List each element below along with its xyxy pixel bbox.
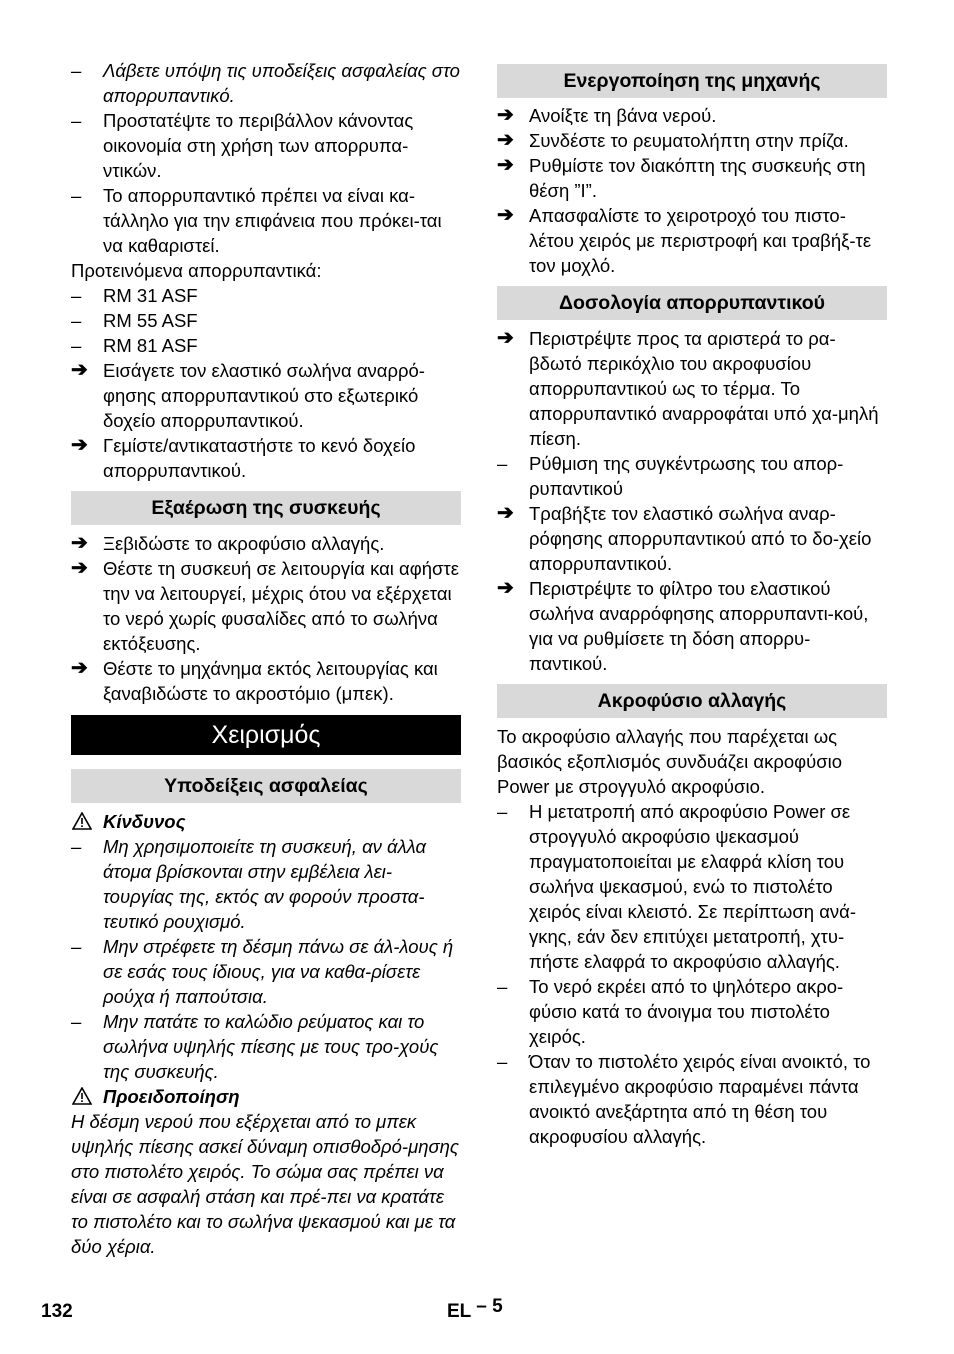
arrow-icon: ➔ — [497, 577, 514, 599]
step-item: ➔ Εισάγετε τον ελαστικό σωλήνα αναρρό-φησης απορρυπαντικού στο εξωτερικό δοχείο απορρυπαντικού. — [71, 359, 425, 431]
start-heading: Ενεργοποίηση της μηχανής — [497, 64, 887, 98]
product-item: – RM 81 ASF — [71, 335, 198, 356]
arrow-icon: ➔ — [497, 104, 514, 126]
operation-heading: Χειρισμός — [71, 715, 461, 755]
step-item: ➔ Ξεβιδώστε το ακροφύσιο αλλαγής. — [71, 532, 385, 554]
nozzle-item: – Το νερό εκρέει από το ψηλότερο ακρο-φύσιο κατά το άνοιγμα του πιστολέτο χειρός. — [497, 976, 844, 1047]
step-item: ➔ Περιστρέψτε το φίλτρο του ελαστικού σωλήνα αναρρόφησης απορρυπαντι-κού, για να ρυθμίσετε τη δόση απορρυ-παντικού. — [497, 577, 869, 674]
arrow-icon: ➔ — [497, 502, 514, 524]
danger-item: – Μη χρησιμοποιείτε τη συσκευή, αν άλλα άτομα βρίσκονται στην εμβέλεια λει-τουργίας της, εκτός αν φορούν προστα-τευτικό ρουχισμό. — [71, 836, 427, 932]
warning-label: Προειδοποίηση — [71, 1084, 461, 1109]
arrow-icon: ➔ — [71, 557, 88, 579]
nozzle-intro: Το ακροφύσιο αλλαγής που παρέχεται ως βασικός εξοπλισμός συνδυάζει ακροφύσιο Power με στρογγυλό ακροφύσιο. — [497, 726, 843, 797]
intro-item: – Το απορρυπαντικό πρέπει να είναι κα-τάλληλο για την επιφάνεια που πρόκει-ται να καθαριστεί. — [71, 185, 442, 256]
warning-triangle-icon — [72, 1087, 92, 1105]
warning-triangle-icon — [72, 812, 92, 830]
step-item: ➔ Θέστε το μηχάνημα εκτός λειτουργίας και ξαναβιδώστε το ακροστόμιο (μπεκ). — [71, 657, 438, 704]
product-item: – RM 31 ASF — [71, 285, 198, 306]
dosing-note: – Ρύθμιση της συγκέντρωσης του απορ-ρυπαντικού — [497, 453, 844, 499]
arrow-icon: ➔ — [71, 359, 88, 381]
step-item: ➔ Τραβήξτε τον ελαστικό σωλήνα αναρ-ρόφησης απορρυπαντικού από το δο-χείο απορρυπαντικού. — [497, 502, 872, 574]
right-column — [497, 64, 887, 1149]
step-item: ➔ Γεμίστε/αντικαταστήστε το κενό δοχείο απορρυπαντικού. — [71, 434, 416, 481]
recommended-label: Προτεινόμενα απορρυπαντικά: — [71, 260, 322, 281]
arrow-icon: ➔ — [497, 204, 514, 226]
venting-heading: Εξαέρωση της συσκευής — [71, 491, 461, 525]
arrow-icon: ➔ — [497, 154, 514, 176]
arrow-icon: ➔ — [497, 327, 514, 349]
page-number: 132 — [41, 1301, 73, 1322]
step-item: ➔ Ανοίξτε τη βάνα νερού. — [497, 104, 717, 126]
nozzle-item: – Η μετατροπή από ακροφύσιο Power σε στρογγυλό ακροφύσιο ψεκασμού πραγματοποιείται με ελαφρά κλίση του σωλήνα ψεκασμού, ενώ το πιστολέτο χειρός είναι κλειστό. Σε περίπτωση ανά-γκης, εάν δεν επιτύχει μετατροπή, χτυ-πήστε ελαφρά το ακροφύσιο αλλαγής. — [497, 801, 857, 972]
danger-item: – Μην πατάτε το καλώδιο ρεύματος και το σωλήνα υψηλής πίεσης με τους τρο-χούς της συσκευής. — [71, 1011, 439, 1082]
step-item: ➔ Περιστρέψτε προς τα αριστερά το ρα-βδωτό περικόχλιο του ακροφυσίου απορρυπαντικού ως το τέρμα. Το απορρυπαντικό αναρροφάται υπό χα-μηλή πίεση. — [497, 327, 879, 449]
arrow-icon: ➔ — [71, 657, 88, 679]
arrow-icon: ➔ — [71, 532, 88, 554]
danger-label: Κίνδυνος — [71, 809, 461, 834]
dosing-heading: Δοσολογία απορρυπαντικού — [497, 286, 887, 320]
step-item: ➔ Απασφαλίστε το χειροτροχό του πιστο-λέτου χειρός με περιστροφή και τραβήξ-τε τον μοχλό. — [497, 204, 872, 276]
footer-language: EL – 5 — [447, 1296, 503, 1322]
arrow-icon: ➔ — [71, 434, 88, 456]
intro-item: – Λάβετε υπόψη τις υποδείξεις ασφαλείας στο απορρυπαντικό. — [71, 60, 460, 106]
nozzle-heading: Ακροφύσιο αλλαγής — [497, 684, 887, 718]
danger-item: – Μην στρέφετε τη δέσμη πάνω σε άλ-λους ή σε εσάς τους ίδιους, για να καθα-ρίσετε ρούχα ή παπούτσια. — [71, 936, 454, 1007]
product-item: – RM 55 ASF — [71, 310, 198, 331]
warning-text: Η δέσμη νερού που εξέρχεται από το μπεκ υψηλής πίεσης ασκεί δύναμη οπισθοδρό-μησης στο πιστολέτο χειρός. Το σώμα σας πρέπει να είναι σε ασφαλή στάση και πρέ-πει να κρατάτε το πιστολέτο και το σωλήνα ψεκασμού και με τα δύο χέρια. — [71, 1111, 459, 1257]
step-item: ➔ Θέστε τη συσκευή σε λειτουργία και αφήστε την να λειτουργεί, μέχρις ότου να εξέρχεται το νερό χωρίς φυσαλίδες από το σωλήνα εκτόξευσης. — [71, 557, 459, 654]
step-item: ➔ Συνδέστε το ρευματολήπτη στην πρίζα. — [497, 129, 849, 151]
nozzle-item: – Όταν το πιστολέτο χειρός είναι ανοικτό, το επιλεγμένο ακροφύσιο παραμένει πάντα ανοικτό ανεξάρτητα από τη θέση του ακροφυσίου αλλαγής. — [497, 1051, 871, 1147]
safety-heading: Υποδείξεις ασφαλείας — [71, 769, 461, 803]
left-column — [71, 58, 461, 1259]
step-item: ➔ Ρυθμίστε τον διακόπτη της συσκευής στη θέση ”I”. — [497, 154, 866, 201]
intro-item: – Προστατέψτε το περιβάλλον κάνοντας οικονομία στη χρήση των απορρυπα-ντικών. — [71, 110, 414, 181]
arrow-icon: ➔ — [497, 129, 514, 151]
